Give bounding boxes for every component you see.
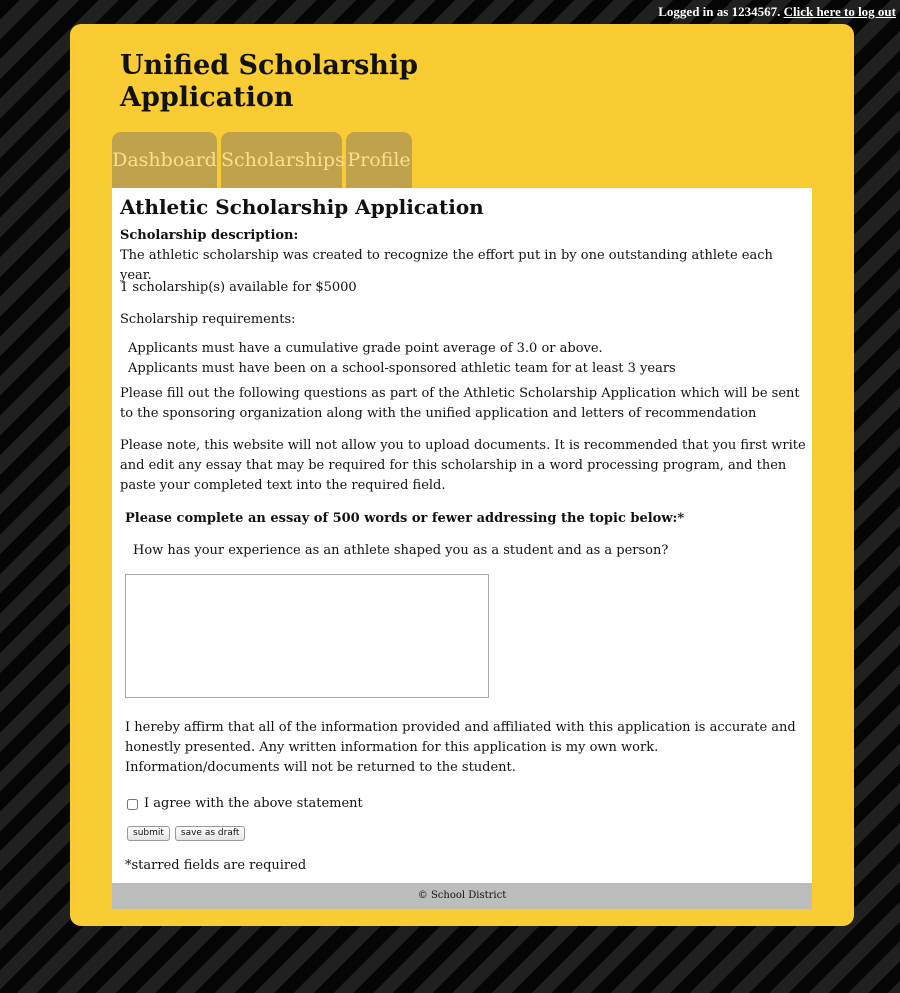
application-content xyxy=(112,188,812,883)
essay-textarea[interactable] xyxy=(125,574,489,698)
essay-prompt-label: Please complete an essay of 500 words or fewer addressing the topic below:* xyxy=(125,511,685,526)
agree-checkbox[interactable] xyxy=(127,799,138,810)
essay-topic: How has your experience as an athlete shaped you as a student and as a person? xyxy=(133,543,669,558)
requirement-item: Applicants must have a cumulative grade point average of 3.0 or above. xyxy=(128,341,603,356)
form-buttons xyxy=(127,826,250,841)
tab-profile[interactable]: Profile xyxy=(346,132,412,188)
agree-checkbox-label: I agree with the above statement xyxy=(144,796,363,811)
affirmation-text: I hereby affirm that all of the information provided and affiliated with this application is accurate and honestly presented. Any written information for this application is my own work. Information/documents will not be returned to the student. xyxy=(125,720,796,775)
login-status-bar xyxy=(658,4,896,20)
required-fields-note: *starred fields are required xyxy=(125,858,307,873)
agree-row[interactable] xyxy=(125,794,363,814)
main-panel xyxy=(70,24,854,926)
footer: © School District xyxy=(112,883,812,909)
logout-link[interactable]: Click here to log out xyxy=(783,4,896,19)
instructions-text: Please fill out the following questions as part of the Athletic Scholarship Application which will be sent to the sponsoring organization along with the unified application and letters of recommendation xyxy=(120,386,800,421)
save-draft-button[interactable]: save as draft xyxy=(175,826,245,841)
logged-in-text: Logged in as 1234567. xyxy=(658,4,781,19)
requirements-label: Scholarship requirements: xyxy=(120,312,296,327)
requirements-list xyxy=(128,339,676,379)
requirement-item: Applicants must have been on a school-sponsored athletic team for at least 3 years xyxy=(128,361,676,376)
tab-dashboard[interactable]: Dashboard xyxy=(112,132,217,188)
site-title: Unified Scholarship Application xyxy=(120,50,419,113)
description-text: The athletic scholarship was created to recognize the effort put in by one outstanding athlete each year. xyxy=(120,248,773,283)
upload-note-text: Please note, this website will not allow you to upload documents. It is recommended that you first write and edit any essay that may be required for this scholarship in a word processing program, and then paste your completed text into the required field. xyxy=(120,438,806,493)
tab-scholarships[interactable]: Scholarships xyxy=(221,132,342,188)
availability-text: 1 scholarship(s) available for $5000 xyxy=(120,280,357,295)
description-label: Scholarship description: xyxy=(120,228,299,243)
submit-button[interactable]: submit xyxy=(127,826,170,841)
page-title: Athletic Scholarship Application xyxy=(120,195,484,219)
